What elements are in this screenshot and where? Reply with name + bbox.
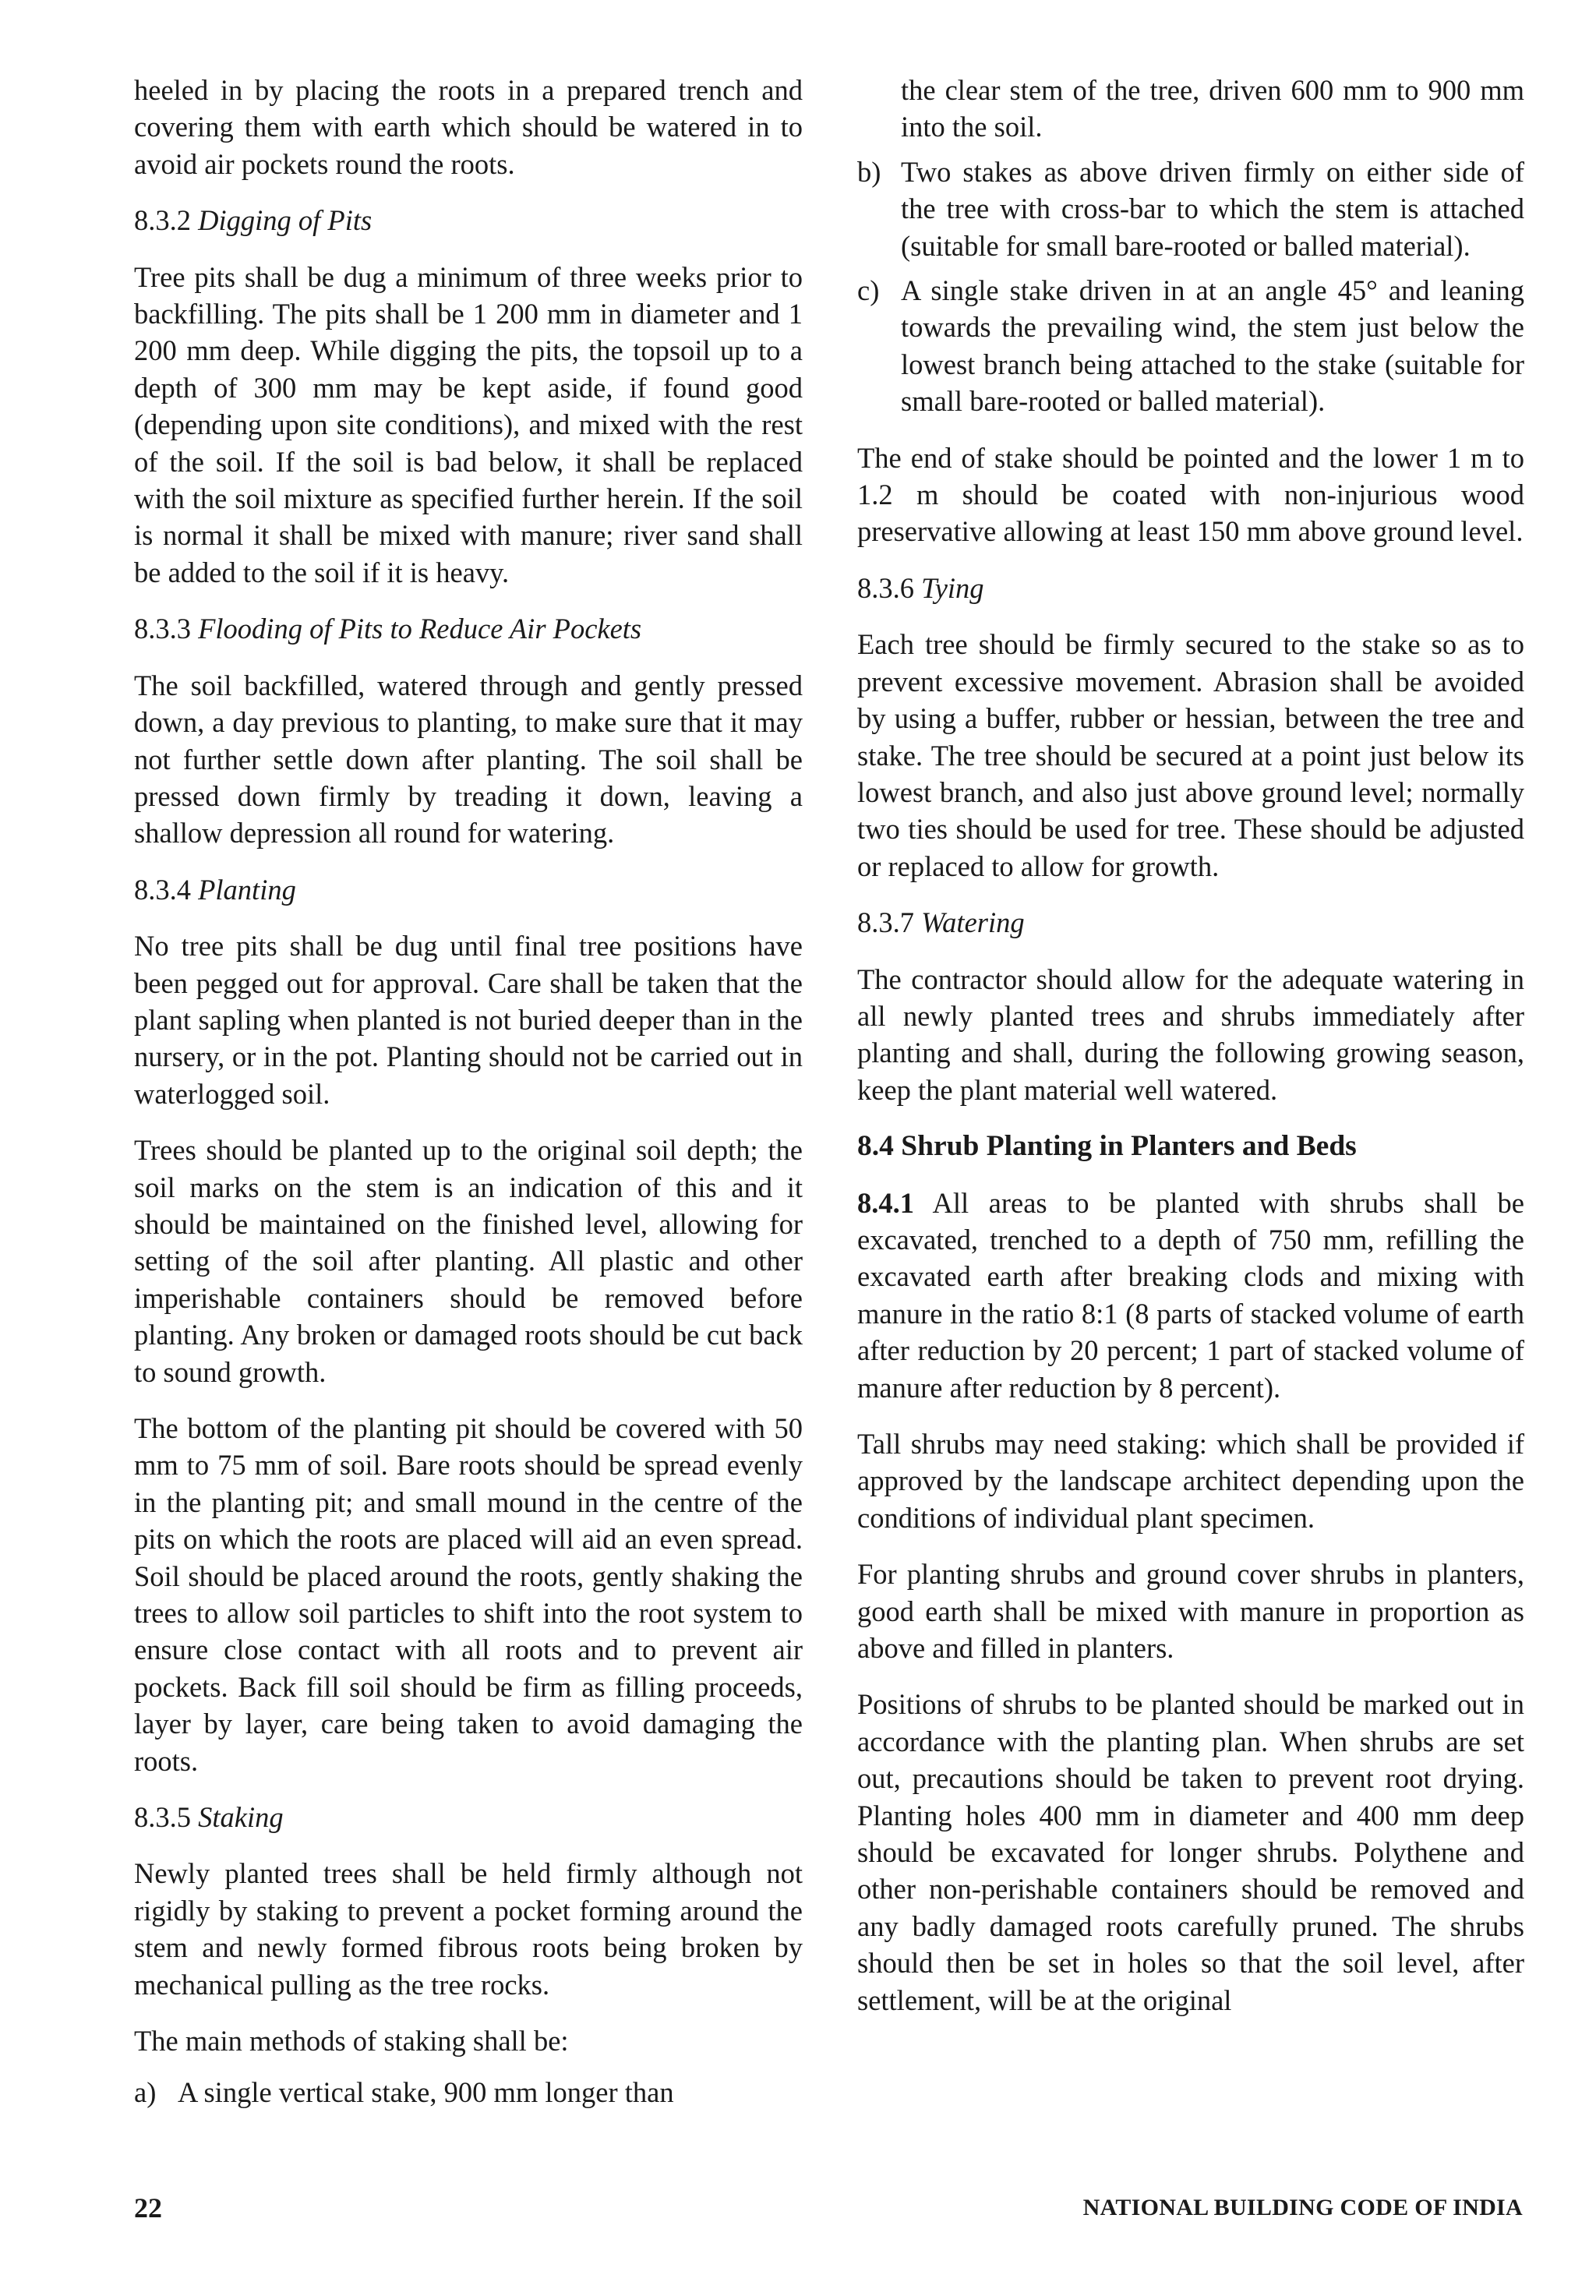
list-item-text: the clear stem of the tree, driven 600 mm to 900 mm into the soil. (901, 74, 1524, 143)
paragraph-flooding-of-pits: The soil backfilled, watered through and gently pressed down, a day previous to planting, to make sure that it may not further settle down after planting. The soil shall be pressed down firmly by treading it down, leaving a shallow depression all round for watering. (134, 669, 803, 850)
heading-8-3-5 (134, 1799, 803, 1835)
heading-number: 8.3.6 (857, 571, 914, 604)
clause-text: All areas to be planted with shrubs shall be excavated, trenched to a depth of 750 mm, refilling the excavated earth after breaking clods and mixing with manure in the ratio 8:1 (8 parts of stacked volume of earth after reduction by 20 percent; 1 part of stacked volume of manure after reduction by 8 percent). (857, 1186, 1524, 1404)
list-item-label: c) (857, 274, 880, 307)
right-column (857, 72, 1524, 2038)
paragraph-staking-2: The main methods of staking shall be: (134, 2025, 569, 2058)
paragraph-planting-2: Trees should be planted up to the original soil depth; the soil marks on the stem is an indication of this and it should be maintained on the finished level, allowing for setting of the soil after planting. All plastic and other imperishable containers should be removed before planting. Any broken or damaged roots should be cut back to sound growth. (134, 1134, 803, 1388)
heading-title: Digging of Pits (198, 204, 373, 237)
heading-number: 8.3.3 (134, 613, 191, 645)
heading-number: 8.3.5 (134, 1801, 191, 1834)
heading-8-3-6 (857, 570, 1524, 606)
paragraph-digging-of-pits: Tree pits shall be dug a minimum of three weeks prior to backfilling. The pits shall be 1 200 mm in diameter and 1 200 mm deep. While digging the pits, the topsoil up to a depth of 300 mm may be kept aside, if found good (depending upon site conditions), and mixed with the rest of the soil. If the soil is bad below, it shall be replaced with the soil mixture as specified further herein. If the soil is normal it shall be mixed with manure; river sand shall be added to the soil if it is heavy. (134, 260, 803, 588)
heading-8-3-7 (857, 904, 1524, 941)
section-heading-8-4: 8.4 Shrub Planting in Planters and Beds (857, 1130, 1357, 1163)
paragraph-stake-end: The end of stake should be pointed and the lower 1 m to 1.2 m should be coated with non-injurious wood preservative allowing at least 150 mm above ground level. (857, 441, 1524, 548)
heading-title: Flooding of Pits to Reduce Air Pockets (198, 613, 642, 645)
list-item-a (134, 2074, 803, 2111)
page-number: 22 (134, 2192, 162, 2224)
paragraph-planting-3: The bottom of the planting pit should be covered with 50 mm to 75 mm of soil. Bare roots should be spread evenly in the planting pit; and small mound in the centre of the pits on which the roots are placed will aid an even spread. Soil should be placed around the roots, gently shaking the trees to allow soil particles to shift into the root system to ensure close contact with all roots and to prevent air pockets. Back fill soil should be firm as filling proceeds, layer by layer, care being taken to avoid damaging the roots. (134, 1412, 803, 1777)
heading-number: 8.3.2 (134, 204, 191, 237)
heading-title: Staking (198, 1801, 284, 1834)
list-item-text: Two stakes as above driven firmly on either side of the tree with cross-bar to which the stem is attached (suitable for small bare-rooted or balled material). (901, 155, 1524, 262)
list-item-text: A single vertical stake, 900 mm longer than (178, 2075, 674, 2108)
clause-number: 8.4.1 (857, 1186, 914, 1219)
paragraph-planting-1: No tree pits shall be dug until final tree positions have been pegged out for approval. Care shall be taken that the plant sapling when planted is not buried deeper than in the nursery, or in the pot. Planting should not be carried out in waterlogged soil. (134, 930, 803, 1110)
heading-8-3-2 (134, 202, 803, 238)
paragraph-staking-1: Newly planted trees shall be held firmly although not rigidly by staking to prevent a pocket forming around the stem and newly formed fibrous roots being broken by mechanical pulling as the tree rocks. (134, 1857, 803, 2001)
paragraph-tall-shrubs: Tall shrubs may need staking: which shall be provided if approved by the landscape architect depending upon the conditions of individual plant specimen. (857, 1428, 1524, 1534)
paragraph-heeled: heeled in by placing the roots in a prepared trench and covering them with earth which should be watered in to avoid air pockets round the roots. (134, 74, 803, 180)
heading-8-3-3 (134, 610, 803, 647)
heading-title: Planting (198, 873, 296, 906)
heading-number: 8.3.4 (134, 873, 191, 906)
list-item-text: A single stake driven in at an angle 45° and leaning towards the prevailing wind, the stem just below the lowest branch being attached to the stake (suitable for small bare-rooted or balled material). (901, 274, 1524, 418)
paragraph-shrub-positions: Positions of shrubs to be planted should be marked out in accordance with the planting plan. When shrubs are set out, precautions should be taken to prevent root drying. Planting holes 400 mm in diameter and 400 mm deep should be excavated for longer shrubs. Polythene and other non-perishable containers should be removed and any badly damaged roots carefully pruned. The shrubs should then be set in holes so that the soil level, after settlement, will be at the original (857, 1688, 1524, 2016)
list-item-label: a) (134, 2075, 157, 2108)
heading-title: Watering (921, 906, 1025, 939)
heading-title: Tying (921, 571, 984, 604)
list-item-label: b) (857, 155, 881, 188)
paragraph-ground-cover: For planting shrubs and ground cover shrubs in planters, good earth shall be mixed with manure in proportion as above and filled in planters. (857, 1558, 1524, 1665)
left-column (134, 72, 803, 2118)
paragraph-8-4-1 (857, 1185, 1524, 1406)
heading-8-3-4 (134, 871, 803, 908)
list-item-c (857, 272, 1524, 420)
heading-number: 8.3.7 (857, 906, 914, 939)
publication-title: NATIONAL BUILDING CODE OF INDIA (1082, 2195, 1523, 2220)
list-item-a-continued (857, 72, 1524, 146)
list-item-b (857, 154, 1524, 264)
paragraph-tying: Each tree should be firmly secured to the stake so as to prevent excessive movement. Abrasion shall be avoided by using a buffer, rubber or hessian, between the tree and stake. The tree should be secured at a point just below its lowest branch, and also just above ground level; normally two ties should be used for tree. These should be adjusted or replaced to allow for growth. (857, 628, 1524, 882)
paragraph-watering: The contractor should allow for the adequate watering in all newly planted trees and shrubs immediately after planting and shall, during the following growing season, keep the plant material well watered. (857, 963, 1524, 1106)
